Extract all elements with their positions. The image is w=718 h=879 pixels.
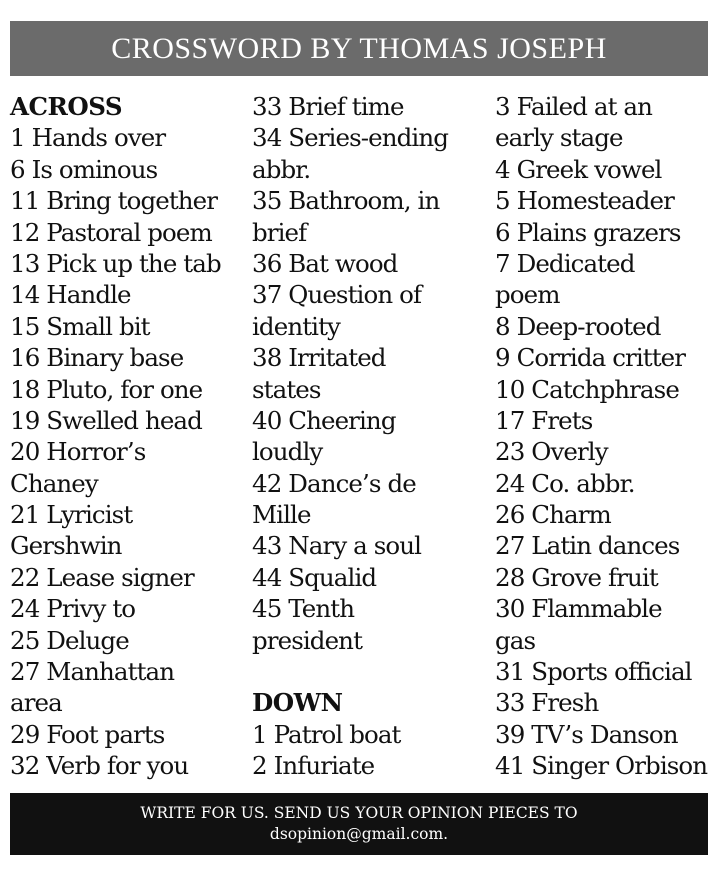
down-clue: 33 Fresh (495, 688, 599, 718)
across-clue: president (252, 625, 363, 655)
across-clue: 13 Pick up the tab (10, 248, 221, 278)
across-clue: 36 Bat wood (252, 248, 398, 278)
down-clue: 17 Frets (495, 405, 593, 435)
across-clue: 12 Pastoral poem (10, 217, 212, 247)
down-clue: 24 Co. abbr. (495, 468, 635, 498)
across-clue: 1 Hands over (10, 123, 166, 153)
across-clue: Chaney (10, 468, 98, 498)
down-clue: early stage (495, 123, 623, 153)
down-clue: 6 Plains grazers (495, 217, 681, 247)
across-clue: abbr. (252, 154, 311, 184)
across-clue: 45 Tenth (252, 594, 355, 624)
across-heading: ACROSS (10, 92, 123, 121)
down-heading: DOWN (252, 688, 343, 718)
across-clue: 11 Bring together (10, 186, 218, 216)
across-clue: 25 Deluge (10, 625, 129, 655)
across-clue: area (10, 688, 62, 718)
down-clue: 28 Grove fruit (495, 562, 658, 592)
down-clue: 9 Corrida critter (495, 343, 686, 373)
clues-column-3 (495, 91, 707, 782)
down-clue: 31 Sports official (495, 657, 692, 687)
down-clue: 3 Failed at an (495, 92, 652, 121)
across-clue: 22 Lease signer (10, 562, 194, 592)
down-clue: 7 Dedicated (495, 248, 635, 278)
down-clue: 23 Overly (495, 437, 608, 467)
down-clue: 41 Singer Orbison (495, 751, 708, 781)
down-clue: 2 Infuriate (252, 751, 375, 781)
across-clue: 24 Privy to (10, 594, 136, 624)
across-clue: 27 Manhattan (10, 657, 175, 687)
across-clue: Mille (252, 500, 311, 530)
down-clue: 27 Latin dances (495, 531, 680, 561)
down-clue: 10 Catchphrase (495, 374, 679, 404)
down-clue: 26 Charm (495, 500, 611, 530)
across-clue: 18 Pluto, for one (10, 374, 203, 404)
across-clue: 37 Question of (252, 280, 422, 310)
clues-column-1 (10, 91, 221, 782)
across-clue: 38 Irritated (252, 343, 386, 373)
across-clue: 40 Cheering (252, 405, 396, 435)
down-clue: gas (495, 625, 536, 655)
across-clue: identity (252, 311, 340, 341)
across-clue: states (252, 374, 321, 404)
footer-text: WRITE FOR US. SEND US YOUR OPINION PIECES TO (140, 804, 578, 822)
down-clue: 1 Patrol boat (252, 719, 401, 749)
down-clue: poem (495, 280, 560, 310)
across-clue: 20 Horror’s (10, 437, 146, 467)
across-clue: 16 Binary base (10, 343, 184, 373)
clues-column-2 (252, 91, 448, 782)
across-clue: loudly (252, 437, 323, 467)
opinion-footer-banner (10, 793, 708, 855)
across-clue: 21 Lyricist (10, 500, 133, 530)
down-clue: 8 Deep-rooted (495, 311, 661, 341)
across-clue: Gershwin (10, 531, 122, 561)
across-clue: 43 Nary a soul (252, 531, 422, 561)
across-clue: 6 Is ominous (10, 154, 158, 184)
across-clue: 34 Series-ending (252, 123, 449, 153)
across-clue: 33 Brief time (252, 92, 404, 121)
across-clue: 32 Verb for you (10, 751, 189, 781)
across-clue: 29 Foot parts (10, 719, 165, 749)
across-clue: 35 Bathroom, in (252, 186, 440, 216)
crossword-title: CROSSWORD BY THOMAS JOSEPH (111, 31, 607, 65)
section-spacer (252, 656, 448, 687)
down-clue: 4 Greek vowel (495, 154, 662, 184)
across-clue: 42 Dance’s de (252, 468, 416, 498)
across-clue: brief (252, 217, 307, 247)
footer-email: dsopinion@gmail.com. (269, 825, 449, 843)
down-clue: 5 Homesteader (495, 186, 674, 216)
across-clue: 44 Squalid (252, 562, 377, 592)
down-clue: 39 TV’s Danson (495, 719, 678, 749)
across-clue: 19 Swelled head (10, 405, 202, 435)
across-clue: 15 Small bit (10, 311, 150, 341)
across-clue: 14 Handle (10, 280, 131, 310)
down-clue: 30 Flammable (495, 594, 662, 624)
crossword-title-banner (10, 21, 708, 76)
